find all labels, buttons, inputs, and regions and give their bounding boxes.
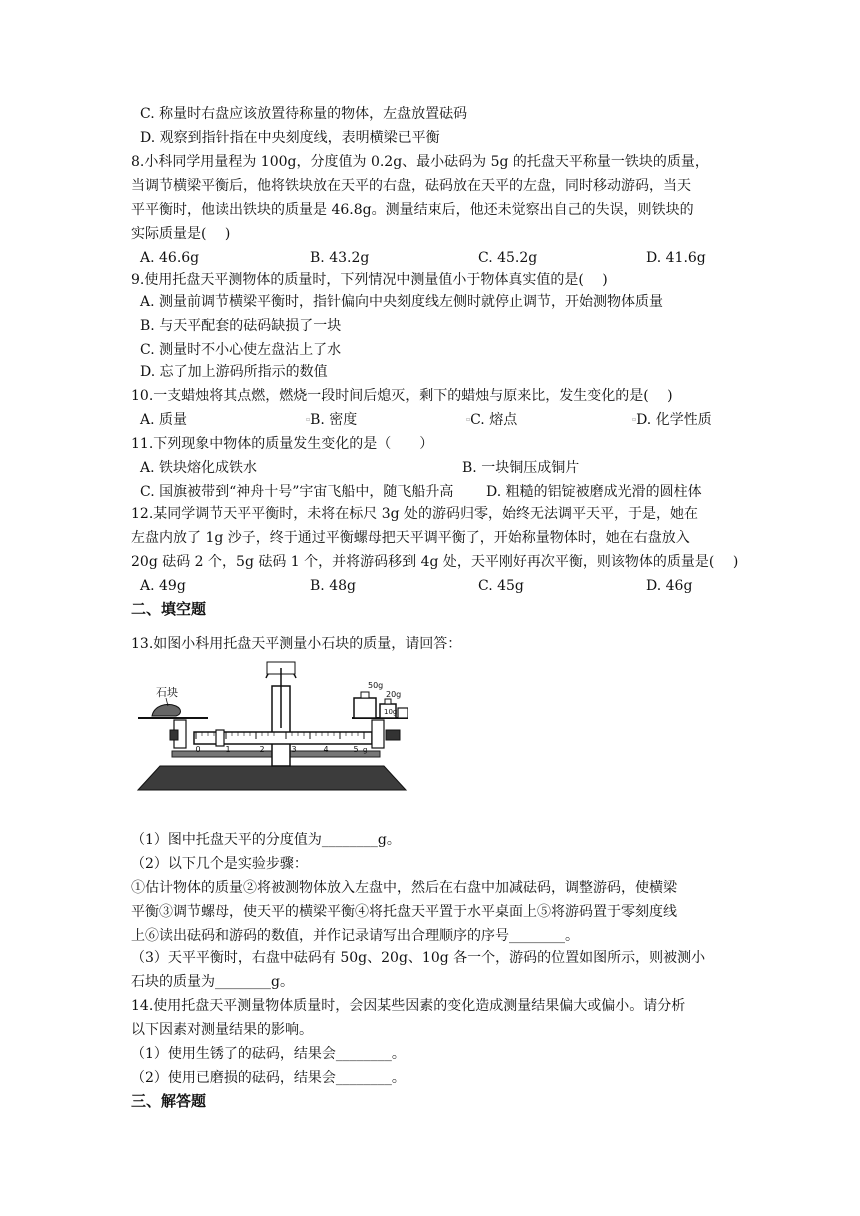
q14-part2: （2）使用已磨损的砝码，结果会________。 <box>131 1070 406 1086</box>
stone-label: 石块 <box>156 686 178 699</box>
weight-10g <box>398 708 408 718</box>
q8-stem-line3: 平平衡时，他读出铁块的质量是 46.8g。测量结束后，他还未觉察出自己的失误，则铁块的 <box>131 202 694 218</box>
right-balance-nut <box>386 730 400 740</box>
stone <box>152 704 181 716</box>
section-heading-answer: 三、解答题 <box>131 1092 207 1110</box>
weight-label-20g: 20g <box>386 690 402 699</box>
q13-stem: 13.如图小科用托盘天平测量小石块的质量，请回答： <box>131 636 462 652</box>
q12-stem-line2: 左盘内放了 1g 沙子，终于通过平衡螺母把天平调平衡了，开始称量物体时，她在右盘放入 <box>131 530 690 546</box>
q10-option-b: ▫B. 密度 <box>306 412 358 428</box>
q8-option-c: C. 45.2g <box>478 250 538 266</box>
q10-option-d-text: D. 化学性质 <box>636 412 712 428</box>
ruler-tick-4: 4 <box>323 745 329 754</box>
q12-stem-line3: 20g 砝码 2 个，5g 砝码 1 个，并将游码移到 4g 处，天平刚好再次平衡，则该物体的质量是( ) <box>131 554 739 570</box>
q10-stem: 10.一支蜡烛将其点燃，燃烧一段时间后熄灭，剩下的蜡烛与原来比，发生变化的是( ) <box>131 388 673 404</box>
q10-option-c: ▫C. 熔点 <box>466 412 518 428</box>
q13-part2-steps-line3: 上⑥读出砝码和游码的数值，并作记录请写出合理顺序的序号________。 <box>131 928 579 944</box>
ruler-tick-0: 0 <box>195 745 201 754</box>
q7-option-c: C. 称量时右盘应该放置待称量的物体，左盘放置砝码 <box>140 106 468 122</box>
q12-stem-line1: 12.某同学调节天平平衡时，未将在标尺 3g 处的游码归零，始终无法调平天平，于是，她在 <box>131 506 699 522</box>
ruler-unit: g <box>363 746 368 754</box>
q12-option-c: C. 45g <box>478 578 524 594</box>
q14-stem-line1: 14.使用托盘天平测量物体质量时，会因某些因素的变化造成测量结果偏大或偏小。请分析 <box>131 998 686 1014</box>
q9-option-a: A. 测量前调节横梁平衡时，指针偏向中央刻度线左侧时就停止调节，开始测物体质量 <box>140 294 664 310</box>
q8-stem-line2: 当调节横梁平衡后，他将铁块放在天平的右盘，砝码放在天平的左盘，同时移动游码，当天 <box>131 178 691 194</box>
ruler-tick-2: 2 <box>259 745 265 754</box>
rider <box>216 730 224 746</box>
q9-option-d: D. 忘了加上游码所指示的数值 <box>140 364 328 380</box>
q11-option-d: D. 粗糙的铝锭被磨成光滑的圆柱体 <box>486 484 702 500</box>
weight-50g <box>354 698 376 718</box>
section-heading-fill-in: 二、填空题 <box>131 600 207 618</box>
q13-part1: （1）图中托盘天平的分度值为________g。 <box>131 832 401 848</box>
q11-option-c: C. 国旗被带到“神舟十号”宇宙飞船中，随飞船升高 <box>140 484 454 500</box>
q13-part3-line1: （3）天平平衡时，右盘中砝码有 50g、20g、10g 各一个，游码的位置如图所示，则被测小 <box>131 950 706 966</box>
ruler-tick-1: 1 <box>225 745 231 754</box>
q13-part2-steps-line1: ①估计物体的质量②将被测物体放入左盘中，然后在右盘中加减砝码，调整游码，使横梁 <box>131 880 677 896</box>
q11-option-b: B. 一块铜压成铜片 <box>462 460 580 476</box>
q12-option-d: D. 46g <box>646 578 693 594</box>
q9-option-c: C. 测量时不小心使左盘沾上了水 <box>140 342 342 358</box>
q12-option-b: B. 48g <box>310 578 356 594</box>
q9-option-b: B. 与天平配套的砝码缺损了一块 <box>140 318 342 334</box>
q8-stem-line4: 实际质量是( ) <box>131 226 231 242</box>
q11-stem: 11.下列现象中物体的质量发生变化的是（ ） <box>131 436 434 452</box>
left-balance-nut <box>170 730 178 740</box>
q7-option-d: D. 观察到指针指在中央刻度线，表明横梁已平衡 <box>140 130 440 146</box>
q8-stem-line1: 8.小科同学用量程为 100g，分度值为 0.2g、最小砝码为 5g 的托盘天平称量一铁块的质量， <box>131 154 709 170</box>
ruler-tick-5: 5 <box>353 745 359 754</box>
q12-option-a: A. 49g <box>140 578 186 594</box>
q14-stem-line2: 以下因素对测量结果的影响。 <box>131 1022 313 1038</box>
balance-base <box>138 766 406 790</box>
balance-diagram <box>132 658 408 808</box>
q13-part2: （2）以下几个是实验步骤： <box>131 856 308 872</box>
q8-option-d: D. 41.6g <box>646 250 706 266</box>
q14-part1: （1）使用生锈了的砝码，结果会________。 <box>131 1046 406 1062</box>
weight-20g-knob <box>385 699 391 704</box>
q10-option-d: ▫D. 化学性质 <box>632 412 712 428</box>
q10-option-c-text: C. 熔点 <box>470 412 518 428</box>
q11-option-a: A. 铁块熔化成铁水 <box>140 460 258 476</box>
q10-option-a: A. 质量 <box>140 412 188 428</box>
balance-figure <box>132 658 408 808</box>
q8-option-a: A. 46.6g <box>140 250 200 266</box>
right-pan-support <box>372 720 384 748</box>
q10-option-b-text: B. 密度 <box>310 412 358 428</box>
weight-50g-knob <box>361 692 369 698</box>
q13-part2-steps-line2: 平衡③调节螺母，使天平的横梁平衡④将托盘天平置于水平桌面上⑤将游码置于零刻度线 <box>131 904 677 920</box>
q9-stem: 9.使用托盘天平测物体的质量时，下列情况中测量值小于物体真实值的是( ) <box>131 272 608 288</box>
weight-label-50g: 50g <box>368 681 384 690</box>
q8-option-b: B. 43.2g <box>310 250 370 266</box>
ruler-tick-3: 3 <box>291 745 297 754</box>
q13-part3-line2: 石块的质量为________g。 <box>131 974 294 990</box>
weight-label-10g: 10g <box>384 708 398 716</box>
